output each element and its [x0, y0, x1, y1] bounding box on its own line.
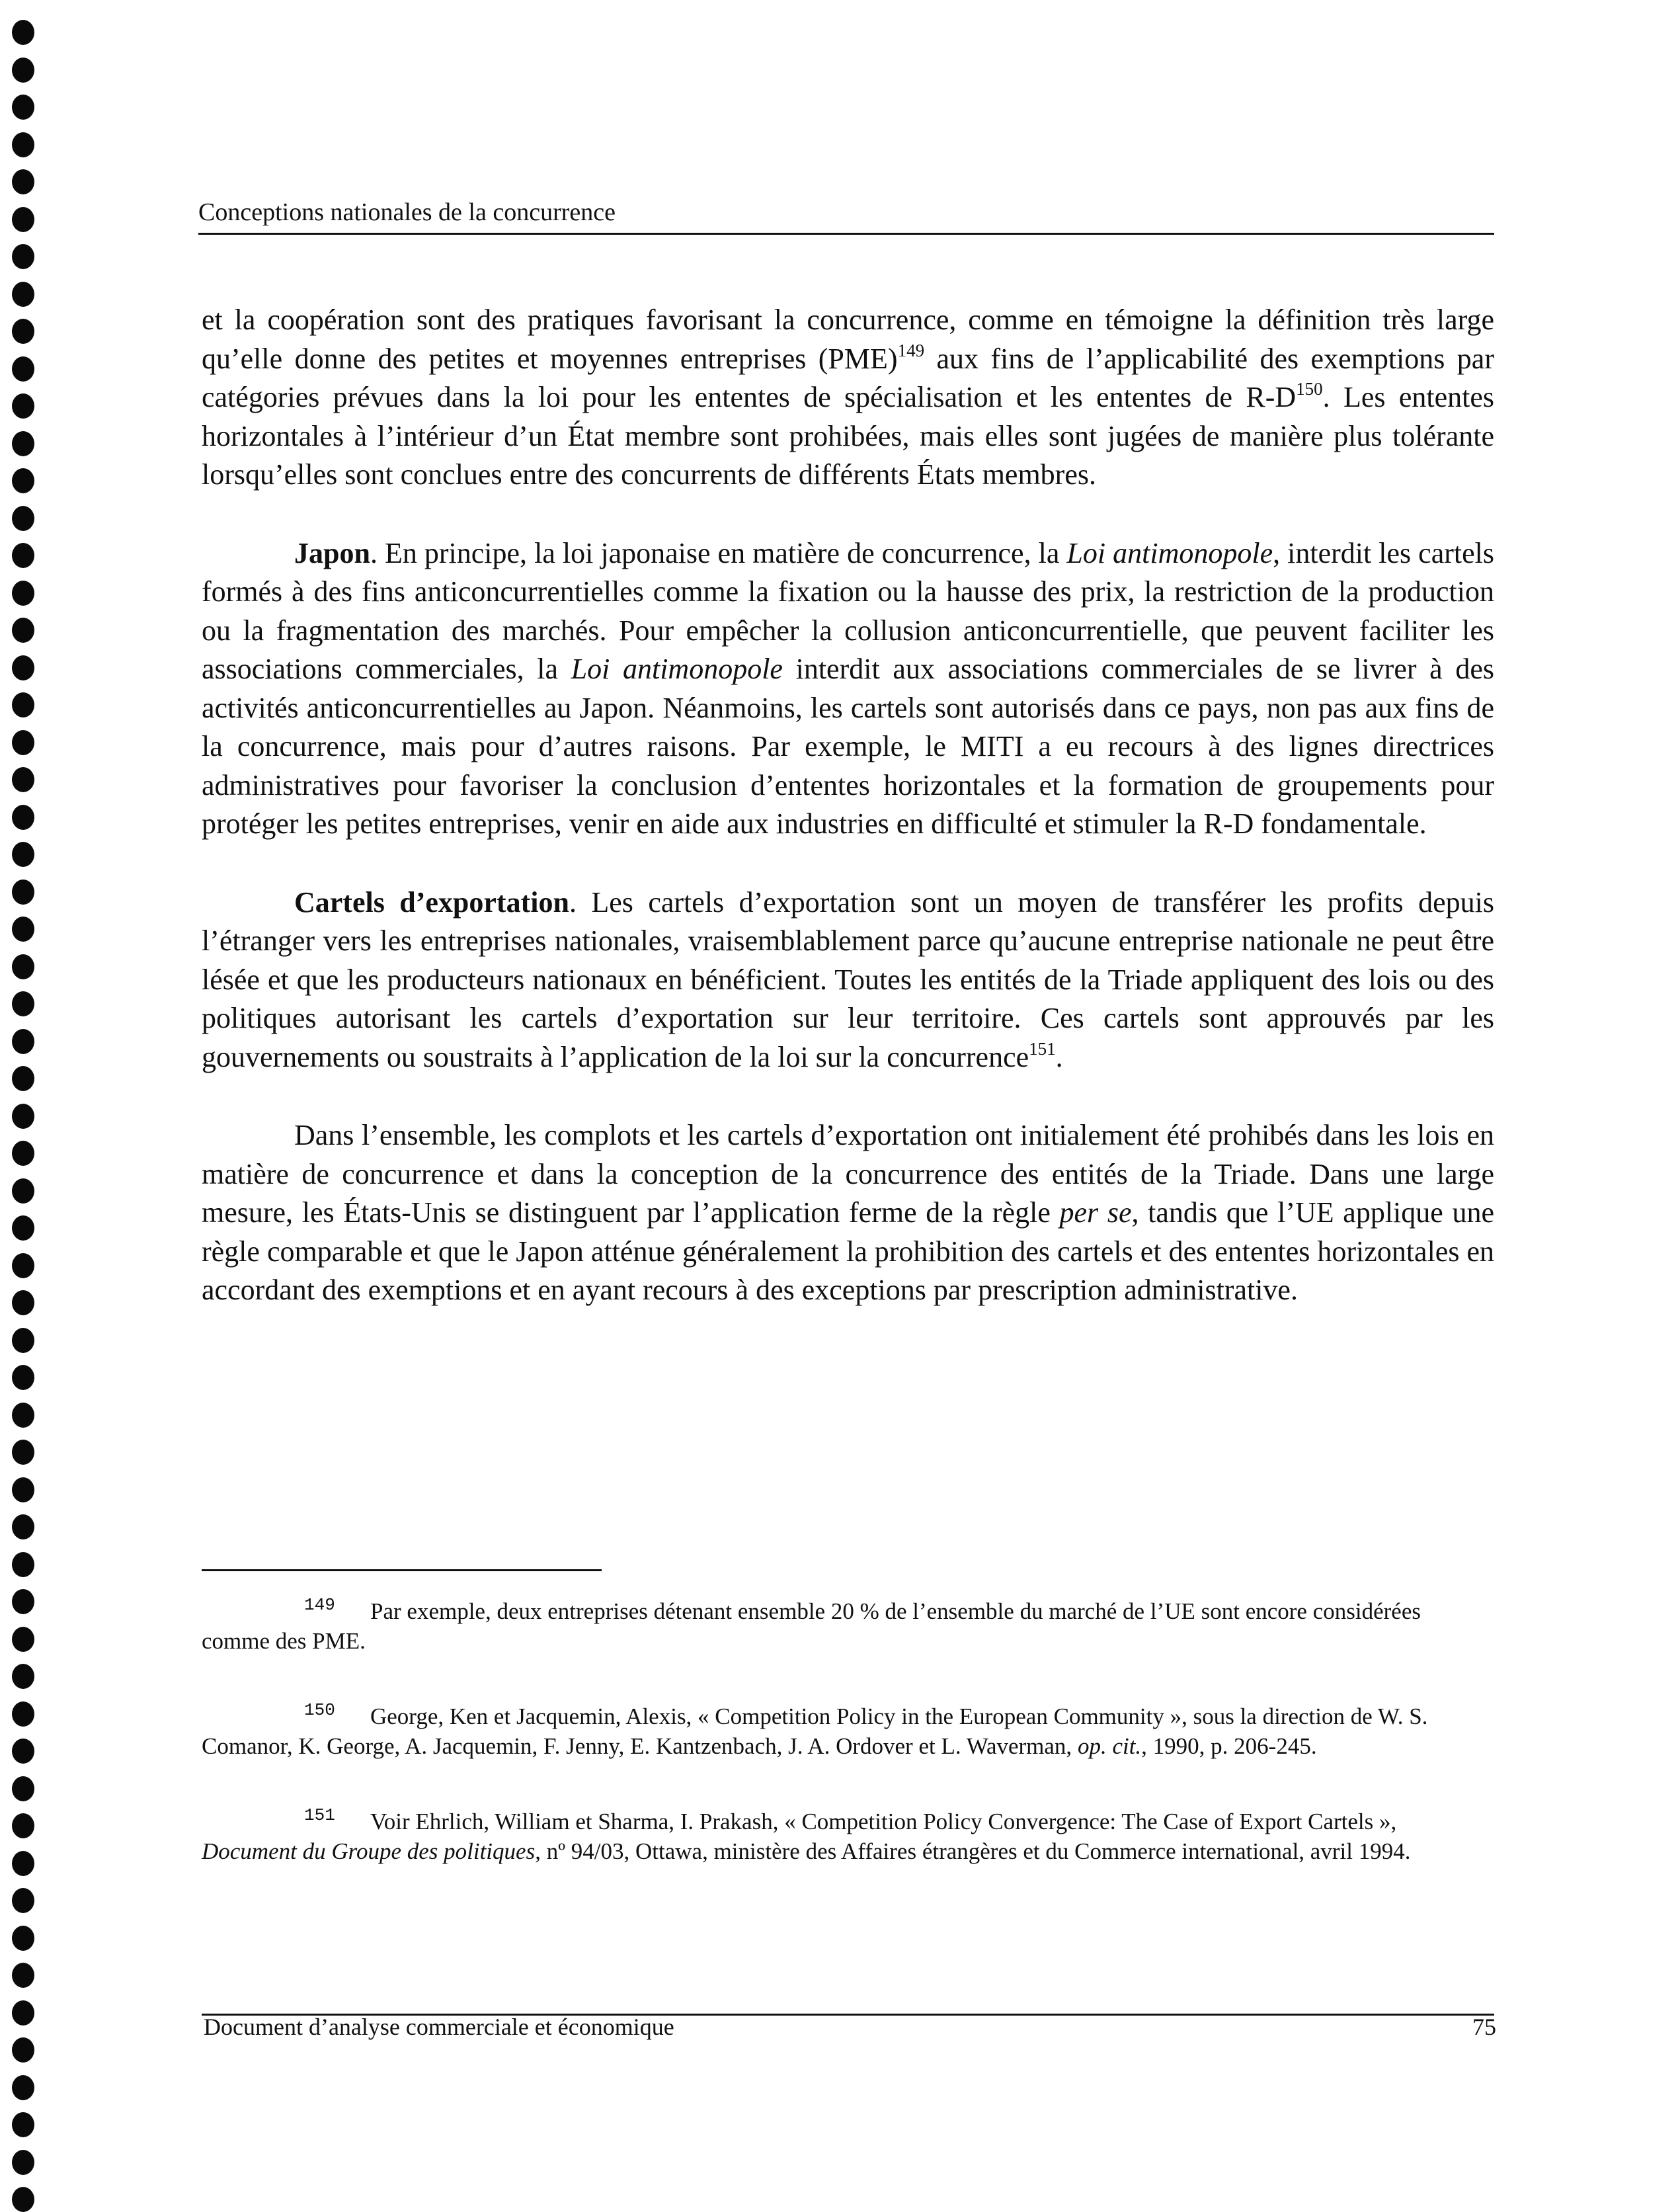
- binding-hole: [12, 2000, 34, 2026]
- footnote-number: 151: [304, 1805, 335, 1825]
- binding-hole: [12, 393, 34, 419]
- binding-hole: [12, 1552, 34, 1577]
- binding-hole: [12, 1178, 34, 1204]
- binding-hole: [12, 1365, 34, 1390]
- binding-hole: [12, 132, 34, 157]
- binding-hole: [12, 2187, 34, 2212]
- binding-hole: [12, 95, 34, 120]
- paragraph-cartels-exportation: Cartels d’exportation. Les cartels d’exportation sont un moyen de transférer les profits depuis l’étranger vers les entreprises nationales, vraisemblablement parce qu’aucune entreprise nationale ne peut être lésée et que les producteurs nationaux en bénéficient. Toutes les entités de la Triade appliquent des lois ou des politiques autorisant les cartels d’exportation sur leur territoire. Ces cartels sont approuvés par les gouvernements ou soustraits à l’application de la loi sur la concurrence$^{151}$.: [202, 885, 1494, 1073]
- footnote-ref-150[interactable]: 150: [1296, 379, 1323, 399]
- binding-hole: [12, 1328, 34, 1353]
- spiral-binding: [12, 0, 38, 2204]
- binding-hole: [12, 767, 34, 792]
- binding-hole: [12, 842, 34, 867]
- binding-hole: [12, 1514, 34, 1539]
- binding-hole: [12, 1739, 34, 1764]
- running-header: Conceptions nationales de la concurrence: [198, 198, 616, 226]
- binding-hole: [12, 1290, 34, 1315]
- binding-hole: [12, 917, 34, 942]
- binding-hole: [12, 1589, 34, 1614]
- binding-hole: [12, 1701, 34, 1727]
- binding-hole: [12, 282, 34, 307]
- binding-hole: [12, 207, 34, 232]
- binding-hole: [12, 1029, 34, 1054]
- binding-hole: [12, 543, 34, 568]
- binding-hole: [12, 20, 34, 45]
- binding-hole: [12, 468, 34, 493]
- binding-hole: [12, 58, 34, 83]
- publication-title: Document d’analyse commerciale et économique: [204, 2014, 674, 2040]
- binding-hole: [12, 1403, 34, 1428]
- binding-hole: [12, 1813, 34, 1838]
- footnote-rule: [202, 1569, 602, 1571]
- binding-hole: [12, 1104, 34, 1129]
- binding-hole: [12, 1066, 34, 1091]
- binding-hole: [12, 506, 34, 531]
- binding-hole: [12, 730, 34, 755]
- binding-hole: [12, 1627, 34, 1652]
- footnote-150: 150 George, Ken et Jacquemin, Alexis, « Competition Policy in the European Community », sous la direction de W. S. Comanor, K. George, A. Jacquemin, F. Jenny, E. Kantzenbach, J. A. Ordover et L. Waverman, op. cit., 1990, p. 206-245.: [202, 1696, 1491, 1761]
- binding-hole: [12, 1851, 34, 1876]
- binding-hole: [12, 1776, 34, 1801]
- binding-hole: [12, 880, 34, 905]
- binding-hole: [12, 356, 34, 382]
- binding-hole: [12, 1926, 34, 1951]
- binding-hole: [12, 1253, 34, 1278]
- binding-hole: [12, 1440, 34, 1465]
- binding-hole: [12, 1477, 34, 1502]
- footnote-number: 150: [304, 1700, 335, 1720]
- binding-hole: [12, 1888, 34, 1913]
- footnote-149: 149 Par exemple, deux entreprises détenant ensemble 20 % de l’ensemble du marché de l’UE sont encore considérées comme des PME.: [202, 1590, 1491, 1656]
- binding-hole: [12, 431, 34, 456]
- footnote-ref-151[interactable]: 151: [1029, 1038, 1056, 1059]
- binding-hole: [12, 1664, 34, 1689]
- binding-hole: [12, 618, 34, 643]
- binding-hole: [12, 2075, 34, 2100]
- binding-hole: [12, 2037, 34, 2063]
- binding-hole: [12, 1215, 34, 1241]
- binding-hole: [12, 581, 34, 606]
- binding-hole: [12, 244, 34, 269]
- binding-hole: [12, 169, 34, 194]
- binding-hole: [12, 954, 34, 979]
- footnotes: [202, 1590, 1491, 1906]
- binding-hole: [12, 655, 34, 680]
- header-rule: [198, 233, 1494, 235]
- binding-hole: [12, 805, 34, 830]
- binding-hole: [12, 319, 34, 344]
- binding-hole: [12, 2112, 34, 2137]
- binding-hole: [12, 2150, 34, 2175]
- section-heading-cartels: Cartels d’exportation: [294, 885, 569, 919]
- binding-hole: [12, 692, 34, 717]
- running-footer: [204, 2012, 1496, 2042]
- paragraph-japon: Japon. En principe, la loi japonaise en matière de concurrence, la Loi antimonopole, interdit les cartels formés à des fins anticoncurrentielles comme la fixation ou la hausse des prix, la restriction de la production ou la fragmentation des marchés. Pour empêcher la collusion anticoncurrentielle, que peuvent faciliter les associations commerciales, la Loi antimonopole interdit aux associations commerciales de se livrer à des activités anticoncurrentielles au Japon. Néanmoins, les cartels sont autorisés dans ce pays, non pas aux fins de la concurrence, mais pour d’autres raisons. Par exemple, le MITI a eu recours à des lignes directrices administratives pour favoriser la conclusion d’ententes horizontales et la formation de groupements pour protéger les petites entreprises, venir en aide aux industries en difficulté et stimuler la R-D fondamentale.: [202, 536, 1494, 840]
- footnote-number: 149: [304, 1595, 335, 1615]
- body-text: [202, 301, 1494, 1350]
- section-heading-japon: Japon: [294, 536, 370, 569]
- footnote-151: 151 Voir Ehrlich, William et Sharma, I. Prakash, « Competition Policy Convergence: The Case of Export Cartels », Document du Groupe des politiques, nº 94/03, Ottawa, ministère des Affaires étrangères et du Commerce international, avril 1994.: [202, 1801, 1491, 1866]
- page-number: 75: [1472, 2014, 1496, 2040]
- binding-hole: [12, 1141, 34, 1166]
- paragraph-continuation: et la coopération sont des pratiques favorisant la concurrence, comme en témoigne la définition très large qu’elle donne des petites et moyennes entreprises (PME)$^{149}$ aux fins de l’applicabilité des exemptions par catégories prévues dans la loi pour les ententes de spécialisation et les ententes de $R-D^{150}$. Les ententes horizontales à l’intérieur d’un État membre sont prohibées, mais elles sont jugées de manière plus tolérante lorsqu’elles sont conclues entre des concurrents de différents États membres.: [202, 304, 1494, 491]
- binding-hole: [12, 1963, 34, 1988]
- paragraph-conclusion: Dans l’ensemble, les complots et les cartels d’exportation ont initialement été prohibés dans les lois en matière de concurrence et dans la conception de la concurrence des entités de la Triade. Dans une large mesure, les États-Unis se distinguent par l’application ferme de la règle per se, tandis que l’UE applique une règle comparable et que le Japon atténue généralement la prohibition des cartels et des ententes horizontales en accordant des exemptions et en ayant recours à des exceptions par prescription administrative.: [202, 1119, 1494, 1306]
- binding-hole: [12, 991, 34, 1016]
- footnote-ref-149[interactable]: 149: [897, 340, 925, 360]
